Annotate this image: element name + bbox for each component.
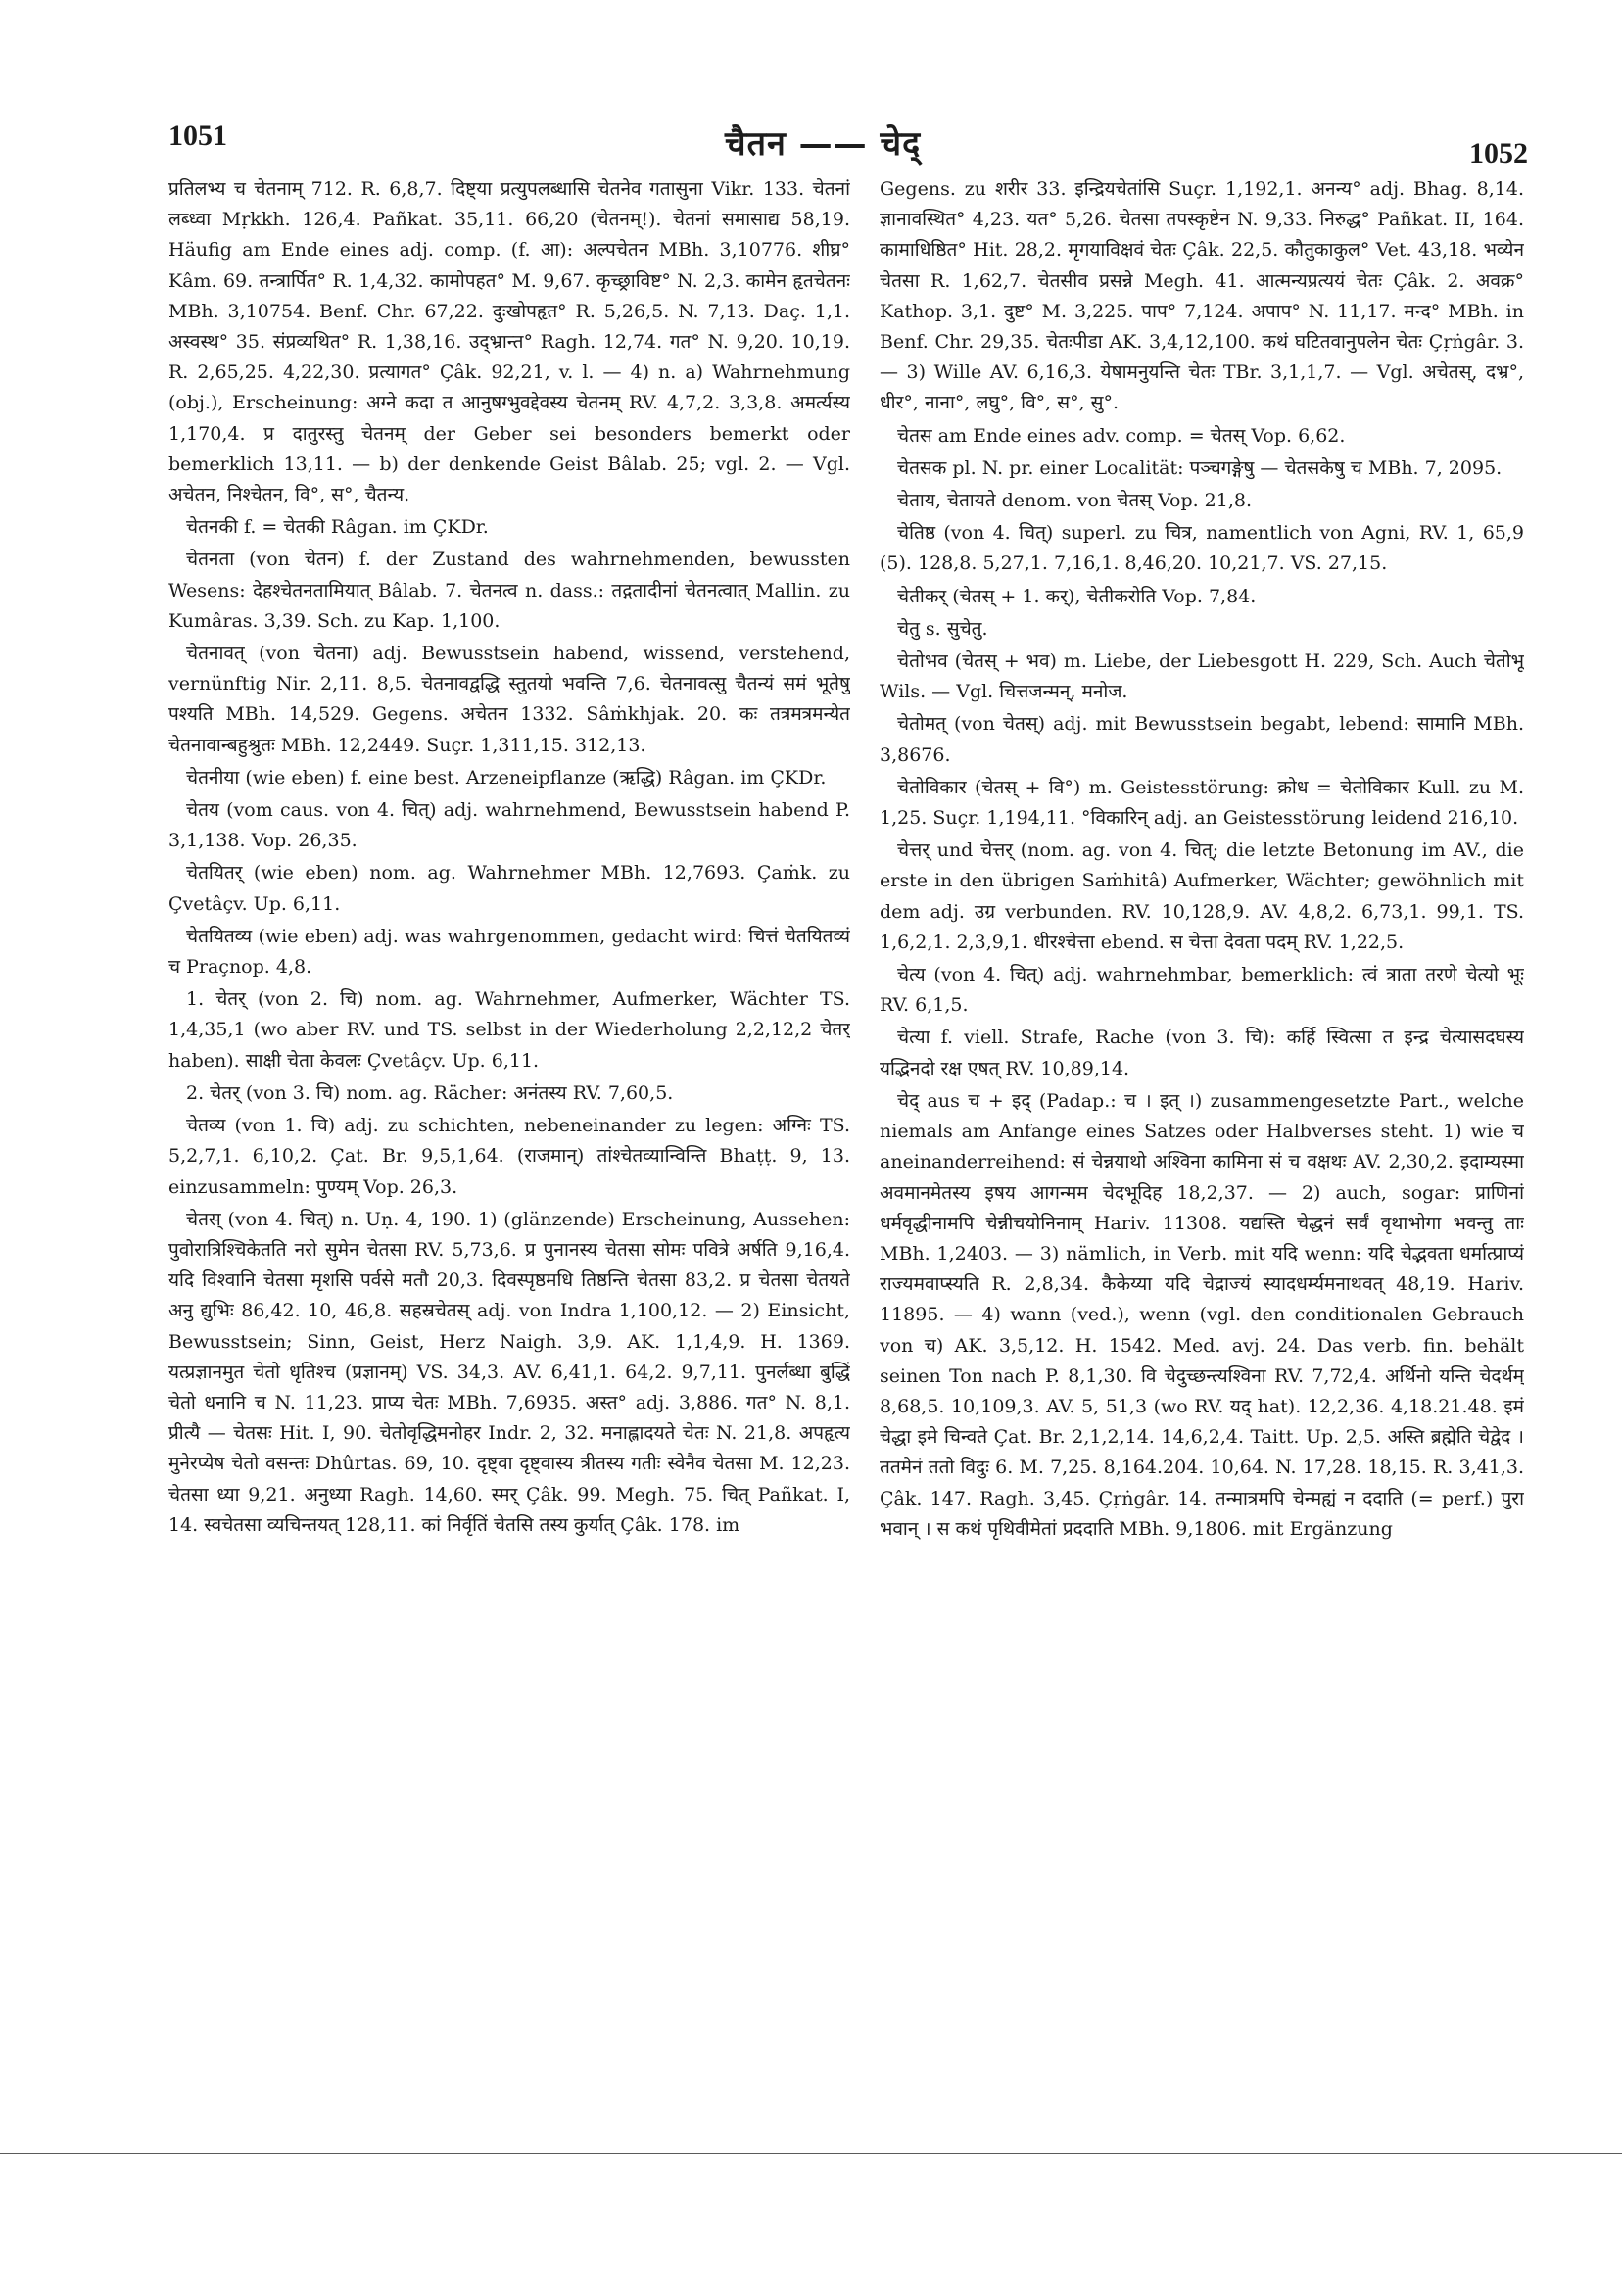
entry-paragraph: Gegens. zu शरीर 33. इन्द्रियचेतांसि Suçr. 1,192,1. अनन्य° adj. Bhag. 8,14. ज्ञानावस्थित° 4,23. यत° 5,26. चेतसा तपस्कृष्टेन N. 9,33. निरुद्ध° Pañkat. II, 164. कामाधिष्ठित° Hit. 28,2. मृगयाविक्षवं चेतः Çâk. 22,5. कौतुकाकुल° Vet. 43,18. भव्येन चेतसा R. 1,62,7. चेतसीव प्रसन्ने Megh. 41. आत्मन्यप्रत्ययं चेतः Çâk. 2. अवक्र° Kathop. 3,1. दुष्ट° M. 3,225. पाप° 7,124. अपाप° N. 11,17. मन्द° MBh. in Benf. Chr. 29,35. चेतःपीडा AK. 3,4,12,100. कथं घटितवानुपलेन चेतः Çṛṅgâr. 3. — 3) Wille AV. 6,16,3. येषामनुयन्ति चेतः TBr. 3,1,1,7. — Vgl. अचेतस्, दभ्र°, धीर°, नाना°, लघु°, वि°, स°, सु°. xyxy=(880,178,1524,414)
entry-paragraph: चेतु s. सुचेतु. xyxy=(897,617,988,640)
entry-paragraph: चेतनावत् (von चेतना) adj. Bewusstsein habend, wissend, verstehend, vernünftig Nir. 2,11. 8,5. चेतनावद्वद्धि स्तुतयो भवन्ति 7,6. चेतनावत्सु चैतन्यं समं भूतेषु पश्यति MBh. 14,529. Gegens. अचेतन 1332. Sâṁkhjak. 20. कः तत्रमत्रमन्येत चेतनावान्बहुश्रुतः MBh. 12,2449. Suçr. 1,311,15. 312,13. xyxy=(168,643,850,756)
entry-paragraph: चेतिष्ठ (von 4. चित्) superl. zu चित्र, namentlich von Agni, RV. 1, 65,9 (5). 128,8. 5,27,1. 7,16,1. 8,46,20. 10,21,7. VS. 27,15. xyxy=(880,522,1524,575)
entry-paragraph: 1. चेतर् (von 2. चि) nom. ag. Wahrnehmer, Aufmerker, Wächter TS. 1,4,35,1 (wo aber RV. und TS. selbst in der Wiederholung 2,2,12,2 चेतर् haben). साक्षी चेता केवलः Çvetâçv. Up. 6,11. xyxy=(168,988,850,1072)
entry-paragraph: चेतोभव (चेतस् + भव) m. Liebe, der Liebesgott H. 229, Sch. Auch चेतोभू Wils. — Vgl. चित्तजन्मन्, मनोज. xyxy=(880,650,1524,703)
entry-paragraph: चेतनीया (wie eben) f. eine best. Arzeneipflanze (ऋद्धि) Râgan. im ÇKDr. xyxy=(186,766,827,789)
entry-paragraph: चेतोविकार (चेतस् + वि°) m. Geistesstörung: क्रोध = चेतोविकार Kull. zu M. 1,25. Suçr. 1,194,11. °विकारिन् adj. an Geistesstörung leidend 216,10. xyxy=(880,776,1524,830)
entry-paragraph: चेतयितर् (wie eben) nom. ag. Wahrnehmer MBh. 12,7693. Çaṁk. zu Çvetâçv. Up. 6,11. xyxy=(168,862,850,915)
entry-paragraph: चेतय (vom caus. von 4. चित्) adj. wahrnehmend, Bewusstsein habend P. 3,1,138. Vop. 26,35. xyxy=(168,799,850,852)
entry-paragraph: चेत्य (von 4. चित्) adj. wahrnehmbar, bemerklich: त्वं त्राता तरणे चेत्यो भूः RV. 6,1,5. xyxy=(880,964,1524,1017)
entry-paragraph: चेतस् (von 4. चित्) n. Uṇ. 4, 190. 1) (glänzende) Erscheinung, Aussehen: पुवोरात्रिश्चिकेतति नरो सुमेन चेतसा RV. 5,73,6. प्र पुनानस्य चेतसा सोमः पवित्रे अर्षति 9,16,4. यदि विश्वानि चेतसा मृशसि पर्वसे मतौ 20,3. दिवस्पृष्ठमधि तिष्ठन्ति चेतसा 83,2. प्र चेतसा चेतयते अनु द्युभिः 86,42. 10, 46,8. सहस्रचेतस् adj. von Indra 1,100,12. — 2) Einsicht, Bewusstsein; Sinn, Geist, Herz Naigh. 3,9. AK. 1,1,4,9. H. 1369. यत्प्रज्ञानमुत चेतो धृतिश्च (प्रज्ञानम्) VS. 34,3. AV. 6,41,1. 64,2. 9,7,11. पुनर्लब्धा बुद्धिं चेतो धनानि च N. 11,23. प्राप्य चेतः MBh. 7,6935. अस्त° adj. 3,886. गत° N. 8,1. प्रीत्यै — चेतसः Hit. I, 90. चेतोवृद्धिमनोहर Indr. 2, 32. मनाह्लादयते चेतः N. 21,8. अपहृत्य मुनेरप्येष चेतो वसन्तः Dhûrtas. 69, 10. दृष्ट्वा दृष्ट्वास्य त्रीतस्य गतीः स्वेनैव चेतसा M. 12,23. चेतसा ध्या 9,21. अनुध्या Ragh. 14,60. स्मर् Çâk. 99. Megh. 75. चित् Pañkat. I, 14. स्वचेतसा व्यचिन्तयत् 128,11. कां निर्वृतिं चेतसि तस्य कुर्यात् Çâk. 178. im xyxy=(168,1208,850,1536)
bottom-rule xyxy=(0,2153,1622,2154)
page-number-right: 1052 xyxy=(1469,137,1528,169)
entry-paragraph: चेतोमत् (von चेतस्) adj. mit Bewusstsein begabt, lebend: सामानि MBh. 3,8676. xyxy=(880,713,1524,766)
entry-paragraph: चेत्तर् und चेत्तर् (nom. ag. von 4. चित्; die letzte Betonung im AV., die erste in den übrigen Saṁhitâ) Aufmerker, Wächter; gewöhnlich mit dem adj. उग्र verbunden. RV. 10,128,9. AV. 4,8,2. 6,73,1. 99,1. TS. 1,6,2,1. 2,3,9,1. धीरश्चेत्ता ebend. स चेत्ता देवता पदम् RV. 1,22,5. xyxy=(880,839,1524,953)
entry-paragraph: प्रतिलभ्य च चेतनाम् 712. R. 6,8,7. दिष्ट्या प्रत्युपलब्धासि चेतनेव गतासुना Vikr. 133. चेतनां लब्ध्वा Mṛkkh. 126,4. Pañkat. 35,11. 66,20 (चेतनम्!). चेतनां समासाद्य 58,19. Häufig am Ende eines adj. comp. (f. आ): अल्पचेतन MBh. 3,10776. शीघ्र° Kâm. 69. तन्त्रार्पित° R. 1,4,32. कामोपहत° M. 9,67. कृच्छ्राविष्ट° N. 2,3. कामेन हृतचेतनः MBh. 3,10754. Benf. Chr. 67,22. दुःखोपहृत° R. 5,26,5. N. 7,13. Daç. 1,1. अस्वस्थ° 35. संप्रव्यथित° R. 1,38,16. उद्भ्रान्त° Ragh. 12,74. गत° N. 9,20. 10,19. R. 2,65,25. 4,22,30. प्रत्यागत° Çâk. 92,21, v. l. — 4) n. a) Wahrnehmung (obj.), Erscheinung: अग्ने कदा त आनुषग्भुवद्देवस्य चेतनम् RV. 4,7,2. 3,3,8. अमर्त्यस्य 1,170,4. प्र दातुरस्तु चेतनम् der Geber sei besonders bemerkt oder bemerklich 13,11. — b) der denkende Geist Bâlab. 25; vgl. 2. — Vgl. अचेतन, निश्चेतन, वि°, स°, चैतन्य. xyxy=(168,178,850,506)
running-head: चैतन —— चेद् xyxy=(725,124,922,164)
entry-paragraph: चेतव्य (von 1. चि) adj. zu schichten, nebeneinander zu legen: अग्निः TS. 5,2,7,1. 6,10,2. Çat. Br. 9,5,1,64. (राजमान्) तांश्चेतव्यान्विन्ति Bhaṭṭ. 9, 13. einzusammeln: पुण्यम् Vop. 26,3. xyxy=(168,1115,850,1198)
right-column xyxy=(880,174,1524,2075)
entry-paragraph: चेतीकर् (चेतस् + 1. कर्), चेतीकरोति Vop. 7,84. xyxy=(897,585,1257,607)
page-number-left: 1051 xyxy=(168,120,227,152)
left-column xyxy=(168,174,850,2075)
entry-paragraph: चेतयितव्य (wie eben) adj. was wahrgenommen, gedacht wird: चित्तं चेतयितव्यं च Praçnop. 4,8. xyxy=(168,925,850,979)
entry-paragraph: चेतस am Ende eines adv. comp. = चेतस् Vop. 6,62. xyxy=(897,424,1346,447)
entry-paragraph: चेतसक pl. N. pr. einer Localität: पञ्चगङ्गेषु — चेतसकेषु च MBh. 7, 2095. xyxy=(897,456,1503,479)
entry-paragraph: चेतनता (von चेतन) f. der Zustand des wahrnehmenden, bewussten Wesens: देहश्चेतनतामियात् Bâlab. 7. चेतनत्व n. dass.: तद्गतादीनां चेतनत्वात् Mallin. zu Kumâras. 3,39. Sch. zu Kap. 1,100. xyxy=(168,549,850,632)
entry-paragraph: चेत्या f. viell. Strafe, Rache (von 3. चि): कर्हि स्वित्सा त इन्द्र चेत्यासदघस्य यद्भिनदो रक्ष एषत् RV. 10,89,14. xyxy=(880,1027,1524,1079)
entry-paragraph: चेद् aus च + इद् (Padap.: च । इत् ।) zusammengesetzte Part., welche niemals am Anfange eines Satzes oder Halbverses steht. 1) wie च aneinanderreihend: सं चेन्नयाथो अश्विना कामिना सं च वक्षथः AV. 2,30,2. इदाम्यस्मा अवमानमेतस्य इषय आगन्मम चेदभूदिह 18,2,37. — 2) auch, sogar: प्राणिनां धर्मवृद्धीनामपि चेन्नीचयोनिनाम् Hariv. 11308. यद्यस्ति चेद्धनं सर्वं वृथाभोगा भवन्तु ताः MBh. 1,2403. — 3) nämlich, in Verb. mit यदि wenn: यदि चेद्भवता धर्मात्प्राप्यं राज्यमवाप्स्यति R. 2,8,34. कैकेय्या यदि चेद्राज्यं स्यादधर्म्यमनाथवत् 48,19. Hariv. 11895. — 4) wann (ved.), wenn (vgl. den conditionalen Gebrauch von च) AK. 3,5,12. H. 1542. Med. avj. 24. Das verb. fin. behält seinen Ton nach P. 8,1,30. वि चेदुच्छन्त्यश्विना RV. 7,72,4. अर्थिनो यन्ति चेदर्थम् 8,68,5. 10,109,3. AV. 5, 51,3 (wo RV. यद् hat). 12,2,36. 4,18.21.48. इमं चेद्धा इमे चिन्वते Çat. Br. 2,1,2,14. 14,6,2,4. Taitt. Up. 2,5. अस्ति ब्रह्मेति चेद्वेद । ततमेनं ततो विदुः 6. M. 7,25. 8,164.204. 10,64. N. 17,28. 18,15. R. 3,41,3. Çâk. 147. Ragh. 3,45. Çṛṅgâr. 14. तन्मात्रमपि चेन्मह्यं न ददाति (= perf.) पुरा भवान् । स कथं पृथिवीमेतां प्रददाति MBh. 9,1806. mit Ergänzung xyxy=(880,1089,1524,1540)
entry-paragraph: 2. चेतर् (von 3. चि) nom. ag. Rächer: अनंतस्य RV. 7,60,5. xyxy=(186,1081,674,1104)
entry-paragraph: चेतनकी f. = चेतकी Râgan. im ÇKDr. xyxy=(186,516,489,539)
entry-paragraph: चेताय, चेतायते denom. von चेतस् Vop. 21,8. xyxy=(897,490,1253,512)
